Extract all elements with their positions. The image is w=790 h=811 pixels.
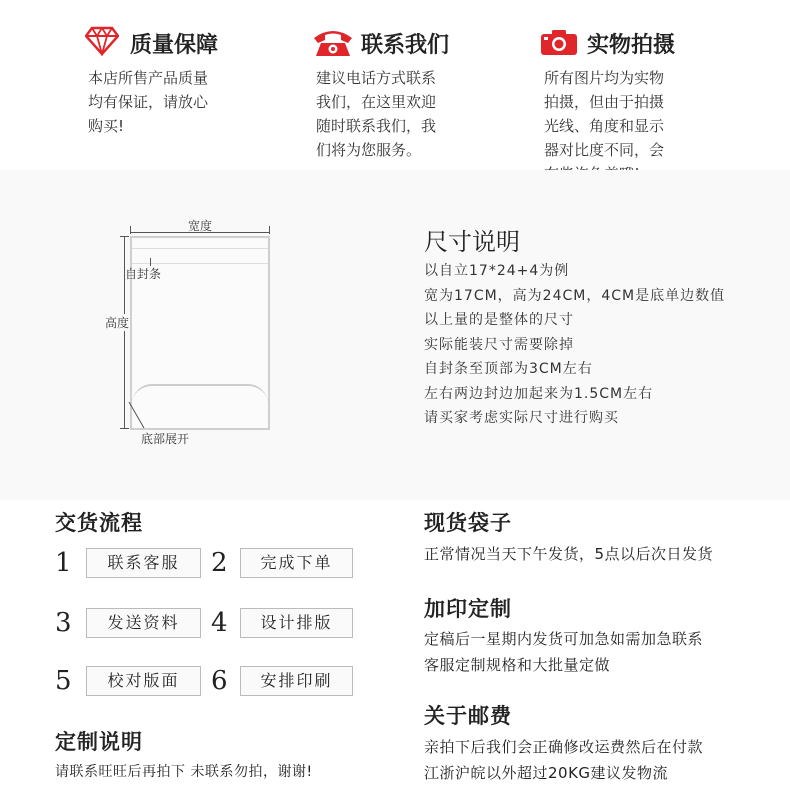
step-box: 完成下单 (240, 548, 353, 578)
process-title: 交货流程 (55, 511, 143, 535)
print-title: 加印定制 (424, 597, 512, 621)
feature-text-photo: 所有图片均为实物 拍摄，但由于拍摄 光线、角度和显示 器对比度不同，会 (544, 69, 665, 159)
step-box: 联系客服 (86, 548, 201, 578)
bottom-label: 底部展开 (141, 432, 190, 446)
step-number: 3 (55, 608, 72, 638)
height-label: 高度 (105, 316, 130, 330)
print-text: 定稿后一星期内发货可加急如需加急联系 客服定制规格和大批量定做 (424, 630, 704, 674)
camera-icon (540, 28, 578, 56)
step-number: 2 (211, 548, 228, 578)
step-box: 设计排版 (240, 608, 353, 638)
telephone-icon (312, 26, 354, 58)
feature-title-contact: 联系我们 (361, 33, 450, 58)
feature-title-photo: 实物拍摄 (587, 33, 676, 58)
stock-title: 现货袋子 (424, 511, 512, 535)
size-info-lines: 以自立17*24+4为例 宽为17CM，高为24CM，4CM是底单边数值 以上量的是整体的尺寸 实际能装尺寸需要除掉 自封条至顶部为3CM左右 左右两边封边加起来为1.5CM左右 请买家考虑实际尺寸进行购买 (424, 263, 726, 426)
zipper-label: 自封条 (125, 267, 162, 281)
step-box: 校对版面 (86, 666, 201, 696)
step-number: 1 (55, 548, 72, 578)
postage-title: 关于邮费 (424, 704, 512, 728)
stock-text: 正常情况当天下午发货，5点以后次日发货 (424, 545, 714, 563)
step-number: 4 (211, 608, 228, 638)
feature-text-quality: 本店所售产品质量 均有保证，请放心 购买! (88, 69, 209, 135)
custom-note-title: 定制说明 (55, 730, 143, 754)
feature-title-quality: 质量保障 (130, 33, 219, 58)
step-box: 发送资料 (86, 608, 201, 638)
feature-text-contact: 建议电话方式联系 我们，在这里欢迎 随时联系我们，我 们将为您服务。 (316, 69, 437, 159)
postage-text: 亲拍下后我们会正确修改运费然后在付款 江浙沪皖以外超过20KG建议发物流 (424, 738, 704, 782)
diamond-icon (85, 26, 119, 56)
step-box: 安排印刷 (240, 666, 353, 696)
custom-note-text: 请联系旺旺后再拍下 未联系勿拍，谢谢! (55, 764, 313, 780)
step-number: 6 (211, 666, 228, 696)
width-label: 宽度 (188, 219, 213, 233)
size-info-title: 尺寸说明 (424, 228, 520, 256)
step-number: 5 (55, 666, 72, 696)
bag-bottom-gusset (132, 384, 268, 428)
zipper-strip (132, 248, 268, 264)
